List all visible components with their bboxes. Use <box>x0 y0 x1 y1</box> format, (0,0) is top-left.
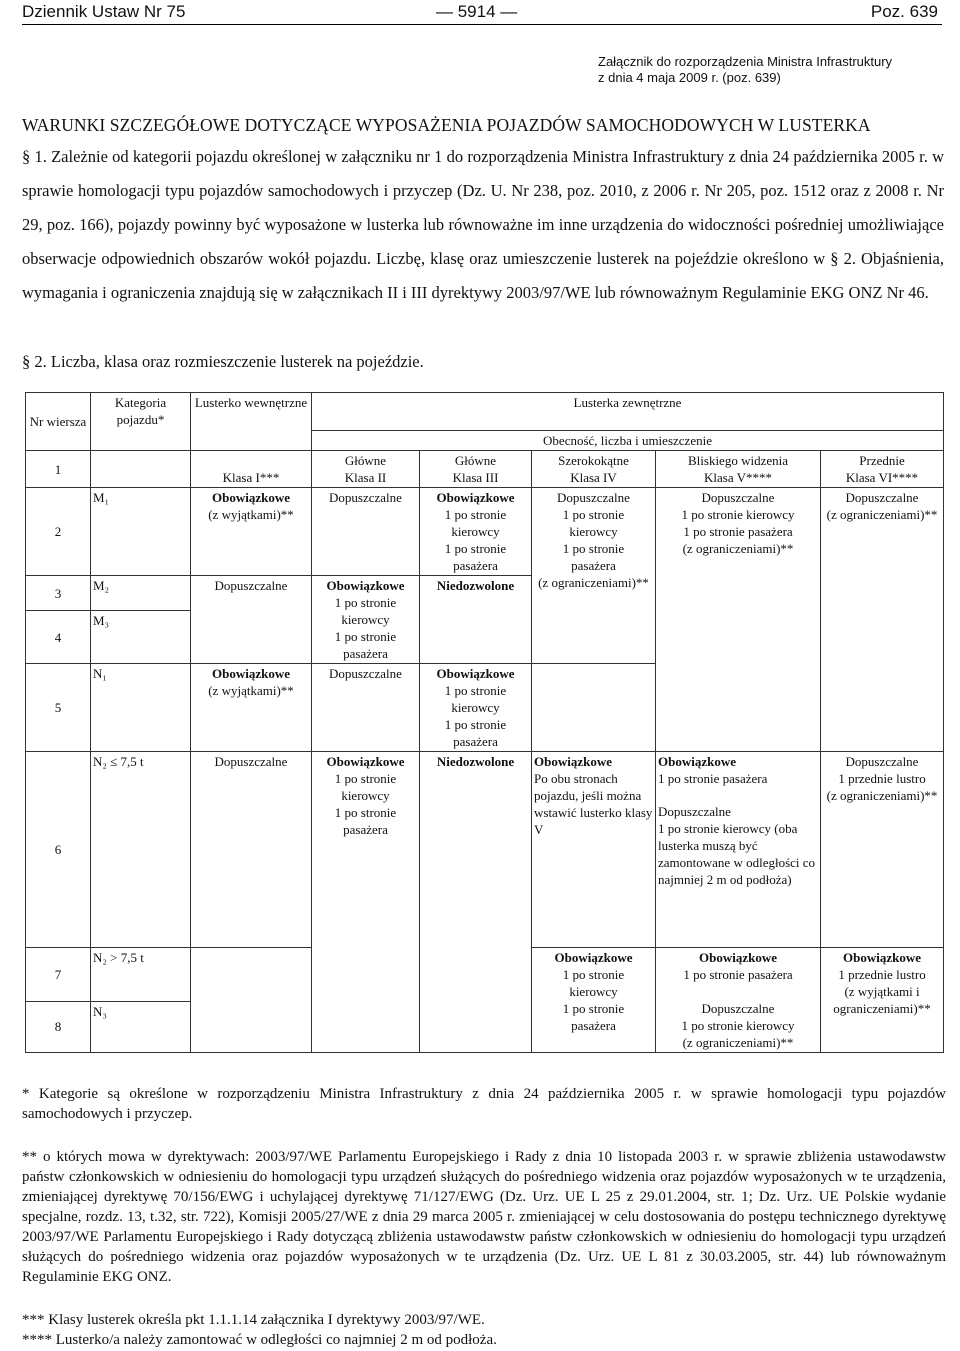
class-header: Klasa I*** <box>191 451 312 488</box>
table-cell <box>191 488 312 576</box>
req-obligatory: Obowiązkowe <box>699 950 777 965</box>
req-obligatory: Obowiązkowe <box>212 666 290 681</box>
class-label: Klasa IV <box>570 470 617 485</box>
placement: 1 po stronie pasażera <box>683 524 793 539</box>
placement: kierowcy <box>569 984 618 999</box>
class-label: Klasa V**** <box>703 470 772 485</box>
table-cell <box>312 752 420 1053</box>
class-header <box>656 451 821 488</box>
footnote-4 <box>22 1330 946 1350</box>
placement: 1 po stronie pasażera <box>683 967 793 982</box>
row-number: 3 <box>26 576 91 611</box>
placement: Po obu stronach pojazdu, jeśli można wstawić lusterko klasy V <box>534 771 653 837</box>
category-n1: N₁ <box>91 664 191 752</box>
placement: 1 po stronie <box>562 541 625 556</box>
table-cell <box>532 752 656 948</box>
row-number: 5 <box>26 664 91 752</box>
annex-line-1: Załącznik do rozporządzenia Ministra Infrastruktury <box>598 54 893 69</box>
req-allowed: Dopuszczalne <box>658 804 731 819</box>
note: (z wyjątkami)** <box>208 507 294 522</box>
category-m1: M₁ <box>91 488 191 576</box>
mirrors-table <box>25 392 944 1053</box>
row-number: 2 <box>26 488 91 576</box>
category-n2-light: N₂ ≤ 7,5 t <box>91 752 191 948</box>
header-row-number: Nr wiersza <box>26 393 91 451</box>
table-cell <box>91 451 191 488</box>
row-number: 4 <box>26 611 91 664</box>
req-obligatory: Obowiązkowe <box>436 666 515 681</box>
req-obligatory: Obowiązkowe <box>534 754 612 769</box>
placement: pasażera <box>453 558 498 573</box>
class-label: Szerokokątne <box>558 453 629 468</box>
req-forbidden: Niedozwolone <box>420 752 532 1053</box>
placement: 1 przednie lustro <box>838 967 926 982</box>
placement: kierowcy <box>569 524 618 539</box>
placement: 1 po stronie <box>444 507 507 522</box>
note: (z ograniczeniami)** <box>826 788 938 803</box>
req-allowed: Dopuszczalne <box>701 490 775 505</box>
class-header <box>312 451 420 488</box>
annex-line-2: z dnia 4 maja 2009 r. (poz. 639) <box>598 70 781 85</box>
placement: 1 po stronie <box>334 629 397 644</box>
header-exterior-mirrors: Lusterka zewnętrzne <box>312 393 944 431</box>
req-forbidden: Niedozwolone <box>420 576 532 664</box>
journal-name: Dziennik Ustaw Nr 75 <box>22 2 186 21</box>
req-obligatory: Obowiązkowe <box>326 578 405 593</box>
footnote-2 <box>22 1147 946 1287</box>
table-cell <box>532 664 656 752</box>
placement: 1 po stronie <box>444 541 507 556</box>
table-cell <box>532 488 656 664</box>
footnote-text: *** Klasy lusterek określa pkt 1.1.1.14 załącznika I dyrektywy 2003/97/WE. <box>22 1312 485 1328</box>
placement: kierowcy <box>341 788 390 803</box>
class-label: Główne <box>454 453 497 468</box>
table-cell <box>191 664 312 752</box>
class-label: Przednie <box>859 453 905 468</box>
placement: 1 przednie lustro <box>838 771 926 786</box>
position-number: Poz. 639 <box>870 2 938 21</box>
placement: 1 po stronie <box>444 683 507 698</box>
placement: 1 po stronie <box>334 805 397 820</box>
row-number: 7 <box>26 948 91 1002</box>
class-header <box>532 451 656 488</box>
class-label: Główne <box>344 453 387 468</box>
table-cell <box>656 488 821 752</box>
placement: 1 po stronie <box>562 1001 625 1016</box>
note: (z wyjątkami i ograniczeniami)** <box>833 984 931 1016</box>
footnote-text: **** Lusterko/a należy zamontować w odległości co najmniej 2 m od podłoża. <box>22 1332 497 1348</box>
placement: 1 po stronie <box>334 771 397 786</box>
table-cell: Dopuszczalne <box>191 752 312 948</box>
row-number: 6 <box>26 752 91 948</box>
table-cell: Dopuszczalne <box>312 488 420 576</box>
footnote-text: * Kategorie są określone w rozporządzeniu Ministra Infrastruktury z dnia 24 października 2005 r. w sprawie homologacji typu pojazdów samochodowych i przyczep. <box>22 1086 946 1122</box>
placement: 1 po stronie <box>334 595 397 610</box>
header-interior-mirror: Lusterko wewnętrzne <box>191 393 312 451</box>
req-obligatory: Obowiązkowe <box>326 754 405 769</box>
placement: pasażera <box>343 646 388 661</box>
req-obligatory: Obowiązkowe <box>436 490 515 505</box>
document-title: WARUNKI SZCZEGÓŁOWE DOTYCZĄCE WYPOSAŻENIA POJAZDÓW SAMOCHODOWYCH W LUSTERKA <box>22 115 871 135</box>
table-cell: Dopuszczalne <box>191 576 312 664</box>
placement: 1 po stronie <box>562 967 625 982</box>
section-1-text: § 1. Zależnie od kategorii pojazdu określonej w załączniku nr 1 do rozporządzenia Ministra Infrastruktury z dnia 24 października 2005 r. w sprawie homologacji typu pojazdów samochodowych i przyczep (Dz. U. Nr 238, poz. 2010, z 2006 r. Nr 205, poz. 1512 oraz z 2008 r. Nr 29, poz. 166), pojazdy powinny być wyposażone w lusterka lub równoważne im inne urządzenia do widoczności pośredniej umożliwiające obserwacje odpowiednich obszarów wokół pojazdu. Liczbę, klasę oraz umieszczenie lusterek na pojeździe określono w § 2. Objaśnienia, wymagania i ograniczenia znajdują się w załącznikach II i III dyrektywy 2003/97/WE lub równoważnym Regulaminie EKG ONZ Nr 46. <box>22 147 944 302</box>
class-label: Klasa II <box>344 470 387 485</box>
section-2-heading: § 2. Liczba, klasa oraz rozmieszczenie lusterek na pojeździe. <box>22 352 424 371</box>
page-number: — 5914 — <box>436 2 518 21</box>
placement: 1 po stronie kierowcy <box>681 507 795 522</box>
table-cell <box>532 948 656 1053</box>
placement: 1 po stronie <box>444 717 507 732</box>
note: (z wyjątkami)** <box>208 683 294 698</box>
table-cell <box>420 664 532 752</box>
placement: pasażera <box>571 1018 616 1033</box>
req-allowed: Dopuszczalne <box>701 1001 775 1016</box>
row-number: 8 <box>26 1001 91 1052</box>
table-cell <box>656 948 821 1053</box>
category-m2: M₂ <box>91 576 191 611</box>
category-n2-heavy: N₂ > 7,5 t <box>91 948 191 1002</box>
footnote-text: ** o których mowa w dyrektywach: 2003/97/WE Parlamentu Europejskiego i Rady z dnia 10 listopada 2003 r. w sprawie zbliżenia ustawodawstw państw członkowskich w odniesieniu do homologacji typu urządzeń służących do pośredniego widzenia oraz pojazdów wyposażonych w te urządzenia, zmieniającej dyrektywę 70/156/EWG i uchylającej dyrektywę 71/127/EWG (Dz. Urz. UE L 25 z 29.01.2004, str. 1; Dz. Urz. UE Polskie wydanie specjalne, rozdz. 13, t.32, str. 722), Komisji 2005/27/WE z dnia 29 marca 2005 r. zmieniającej w celu dostosowania do postępu technicznego dyrektywę 2003/97/WE Parlamentu Europejskiego i Rady dotyczącą zbliżenia ustawodawstw państw członkowskich w odniesieniu do homologacji typu urządzeń służących do pośredniego widzenia oraz pojazdów wyposażonych w te urządzenia (Dz. Urz. UE L 81 z 30.03.2005, str. 44) lub równoważnym Regulaminie EKG ONZ. <box>22 1149 946 1285</box>
class-label: Klasa III <box>452 470 499 485</box>
placement: pasażera <box>343 822 388 837</box>
class-label: Klasa VI**** <box>845 470 919 485</box>
note: (z ograniczeniami)** <box>682 1035 794 1050</box>
class-header <box>420 451 532 488</box>
table-cell <box>420 488 532 576</box>
row-number: 1 <box>26 451 91 488</box>
footnote-3 <box>22 1310 946 1330</box>
placement: 1 po stronie pasażera <box>658 771 768 786</box>
class-header <box>821 451 944 488</box>
note: (z ograniczeniami)** <box>682 541 794 556</box>
table-cell <box>821 948 944 1053</box>
placement: pasażera <box>453 734 498 749</box>
category-m3: M₃ <box>91 611 191 664</box>
placement: 1 po stronie kierowcy <box>681 1018 795 1033</box>
header-category: Kategoria pojazdu* <box>91 393 191 451</box>
req-obligatory: Obowiązkowe <box>212 490 290 505</box>
category-n3: N₃ <box>91 1001 191 1052</box>
req-allowed: Dopuszczalne <box>557 490 630 505</box>
req-allowed: Dopuszczalne <box>845 490 919 505</box>
table-cell <box>656 752 821 948</box>
placement: 1 po stronie kierowcy (oba lusterka muszą być zamontowane w odległości co najmniej 2 m od podłoża) <box>658 821 816 887</box>
table-cell: Dopuszczalne <box>312 664 420 752</box>
footnote-1 <box>22 1084 946 1124</box>
req-allowed: Dopuszczalne <box>845 754 919 769</box>
placement: kierowcy <box>451 700 500 715</box>
table-cell <box>312 576 420 664</box>
table-cell <box>821 488 944 752</box>
section-1 <box>22 140 944 310</box>
class-label: Bliskiego widzenia <box>687 453 788 468</box>
table-cell <box>191 948 312 1053</box>
placement: kierowcy <box>341 612 390 627</box>
header-presence: Obecność, liczba i umieszczenie <box>312 431 944 451</box>
req-obligatory: Obowiązkowe <box>843 950 922 965</box>
note: (z ograniczeniami)** <box>538 575 649 590</box>
req-obligatory: Obowiązkowe <box>554 950 633 965</box>
placement: 1 po stronie <box>562 507 625 522</box>
table-cell <box>821 752 944 948</box>
placement: kierowcy <box>451 524 500 539</box>
header-rule <box>22 24 942 25</box>
placement: pasażera <box>571 558 616 573</box>
annex-note <box>598 54 892 86</box>
req-obligatory: Obowiązkowe <box>658 754 736 769</box>
note: (z ograniczeniami)** <box>826 507 938 522</box>
